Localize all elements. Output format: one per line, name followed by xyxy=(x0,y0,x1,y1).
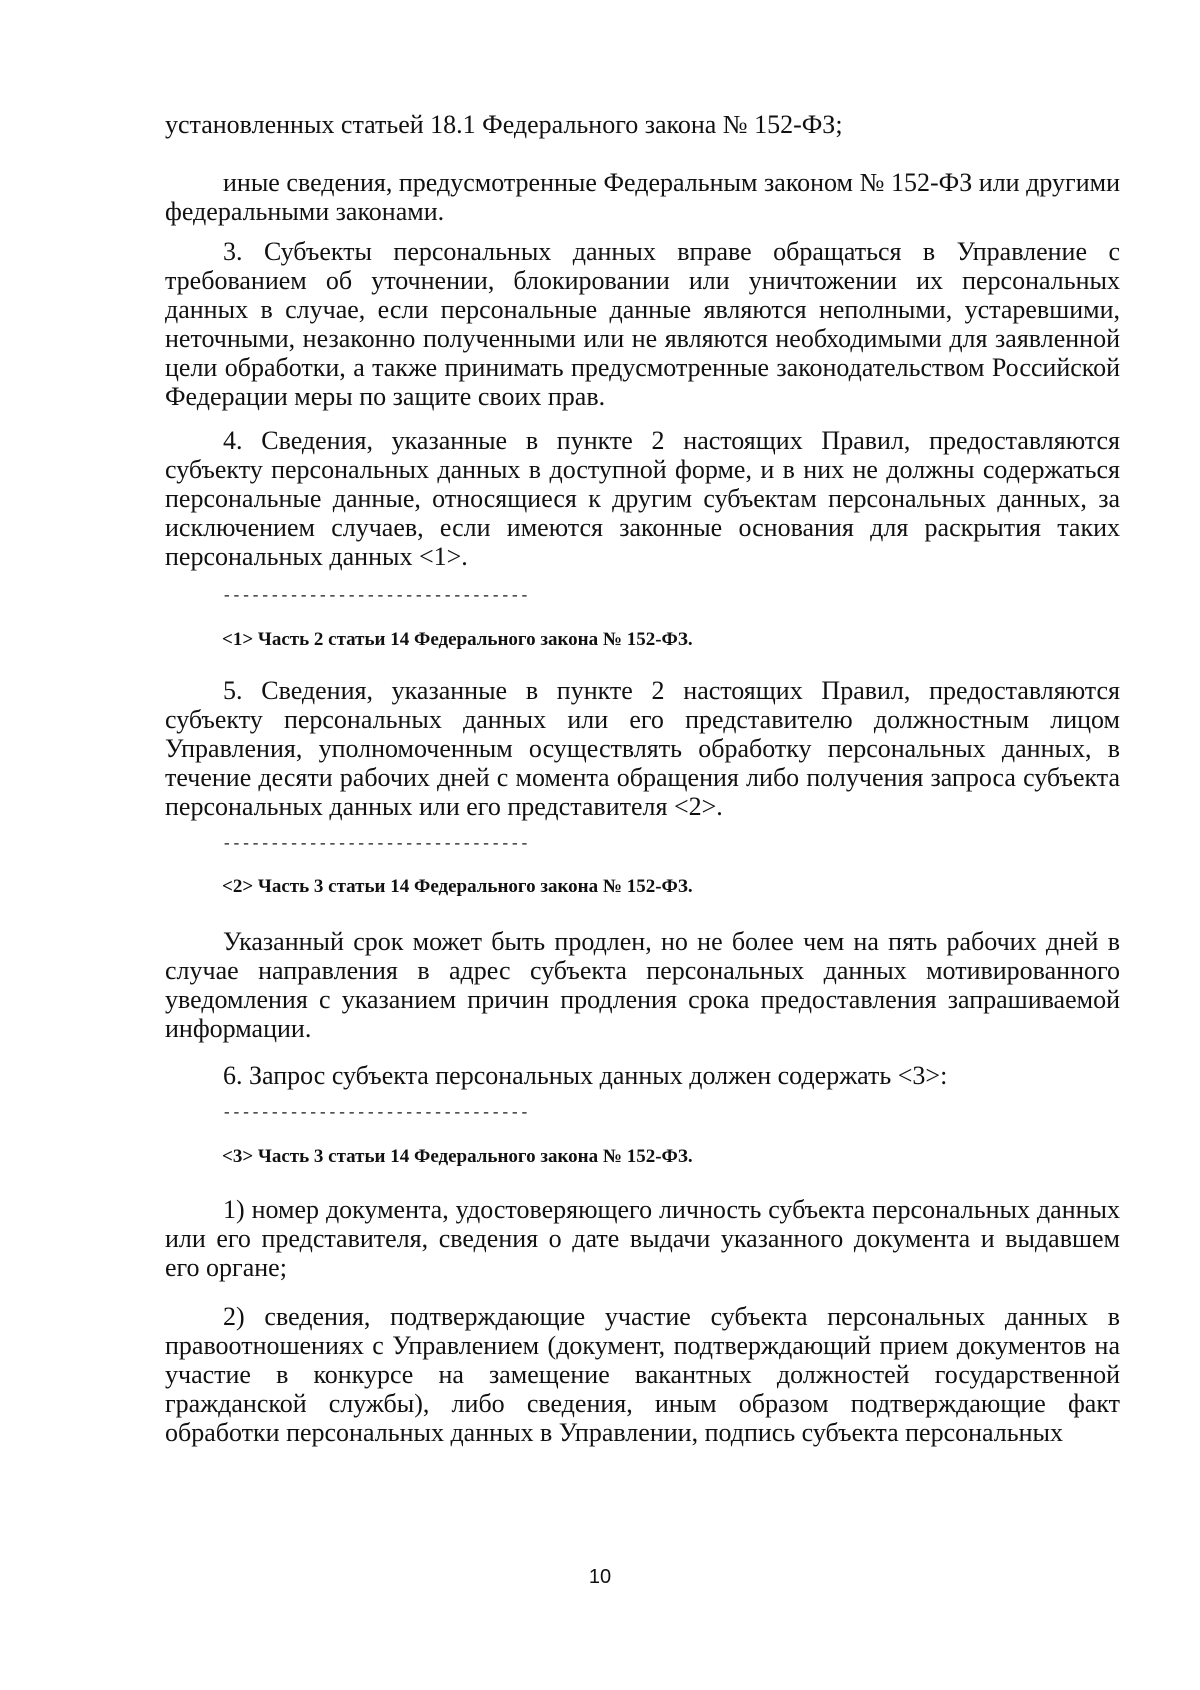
paragraph-item-6: 6. Запрос субъекта персональных данных должен содержать <3>: xyxy=(223,1061,948,1090)
paragraph-subitem-2: 2) сведения, подтверждающие участие субъекта персональных данных в правоотношениях с Управлением (документ, подтверждающий прием документов на участие в конкурсе на замещение вакантных должностей государственной гражданской службы), либо сведения, иным образом подтверждающие факт обработки персональных данных в Управлении, подпись субъекта персональных xyxy=(165,1302,1120,1447)
footnote-separator: -------------------------------- xyxy=(222,1104,530,1122)
footnote-separator: -------------------------------- xyxy=(222,587,530,605)
footnote-separator: -------------------------------- xyxy=(222,835,530,853)
paragraph-other-info: иные сведения, предусмотренные Федеральным законом № 152-ФЗ или другими федеральными законами. xyxy=(165,168,1120,226)
footnote-1: <1> Часть 2 статьи 14 Федерального закона № 152-ФЗ. xyxy=(222,629,693,650)
paragraph-item-3: 3. Субъекты персональных данных вправе обращаться в Управление с требованием об уточнении, блокировании или уничтожении их персональных данных в случае, если персональные данные являются неполными, устаревшими, неточными, незаконно полученными или не являются необходимыми для заявленной цели обработки, а также принимать предусмотренные законодательством Российской Федерации меры по защите своих прав. xyxy=(165,237,1120,411)
paragraph-continuation: установленных статьей 18.1 Федерального закона № 152-ФЗ; xyxy=(165,110,843,139)
page-number: 10 xyxy=(588,1566,612,1588)
paragraph-subitem-1: 1) номер документа, удостоверяющего личность субъекта персональных данных или его представителя, сведения о дате выдачи указанного документа и выдавшем его органе; xyxy=(165,1195,1120,1282)
footnote-2: <2> Часть 3 статьи 14 Федерального закона № 152-ФЗ. xyxy=(222,876,693,897)
paragraph-term-extension: Указанный срок может быть продлен, но не более чем на пять рабочих дней в случае направления в адрес субъекта персональных данных мотивированного уведомления с указанием причин продления срока предоставления запрашиваемой информации. xyxy=(165,927,1120,1043)
paragraph-item-5: 5. Сведения, указанные в пункте 2 настоящих Правил, предоставляются субъекту персональных данных или его представителю должностным лицом Управления, уполномоченным осуществлять обработку персональных данных, в течение десяти рабочих дней с момента обращения либо получения запроса субъекта персональных данных или его представителя <2>. xyxy=(165,676,1120,821)
paragraph-item-4: 4. Сведения, указанные в пункте 2 настоящих Правил, предоставляются субъекту персональных данных в доступной форме, и в них не должны содержаться персональные данные, относящиеся к другим субъектам персональных данных, за исключением случаев, если имеются законные основания для раскрытия таких персональных данных <1>. xyxy=(165,426,1120,571)
footnote-3: <3> Часть 3 статьи 14 Федерального закона № 152-ФЗ. xyxy=(222,1146,693,1167)
